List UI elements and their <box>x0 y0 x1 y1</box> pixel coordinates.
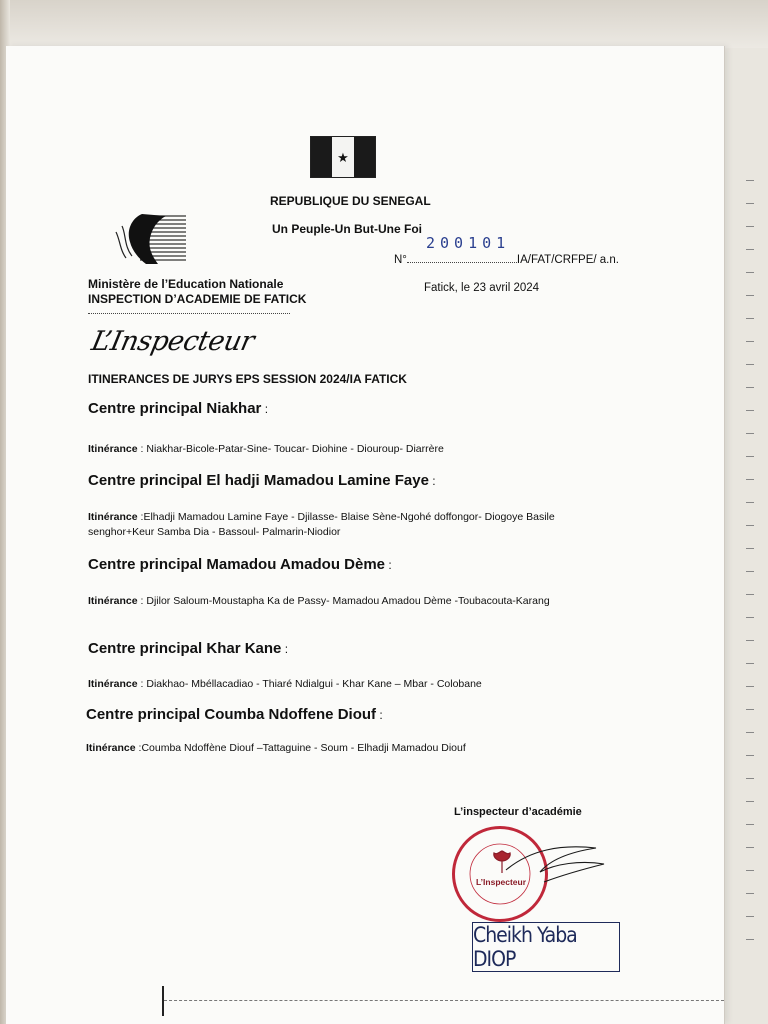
itinerary-label: Itinérance <box>88 443 138 455</box>
senegal-flag-icon: ★ <box>310 136 376 178</box>
centre-heading: Centre principal El hadji Mamadou Lamine Faye : <box>88 472 436 489</box>
header-divider <box>88 312 290 314</box>
reference-prefix: N° <box>394 254 407 266</box>
document-title: ITINERANCES DE JURYS EPS SESSION 2024/IA FATICK <box>88 372 407 386</box>
centre-heading: Centre principal Niakhar : <box>88 400 269 417</box>
scan-background-top <box>0 0 768 48</box>
centre-name: Centre principal Mamadou Amadou Dème <box>88 556 385 573</box>
republic-heading: REPUBLIQUE DU SENEGAL <box>270 194 431 208</box>
centre-heading: Centre principal Mamadou Amadou Dème : <box>88 556 392 573</box>
itinerary-route: : Niakhar-Bicole-Patar-Sine- Toucar- Diohine - Diouroup- Diarrère <box>140 443 444 455</box>
centre-name: Centre principal Khar Kane <box>88 640 282 657</box>
centre-name: Centre principal Niakhar <box>88 400 262 417</box>
national-motto: Un Peuple-Un But-Une Foi <box>272 222 422 236</box>
itinerary-text <box>86 741 646 756</box>
centre-name: Centre principal Coumba Ndoffene Diouf <box>86 706 377 723</box>
itinerary-label: Itinérance <box>86 742 136 754</box>
centre-name: Centre principal El hadji Mamadou Lamine Faye <box>88 472 429 489</box>
itinerary-text <box>88 594 618 609</box>
itinerary-text <box>88 510 618 540</box>
itinerary-label: Itinérance <box>88 678 138 690</box>
ministry-name: Ministère de l’Education Nationale <box>88 277 284 291</box>
inspection-name: INSPECTION D’ACADEMIE DE FATICK <box>88 292 307 306</box>
reference-number: 200101 <box>426 234 511 252</box>
stamp-label: L’Inspecteur <box>475 877 527 887</box>
itinerary-label: Itinérance <box>88 595 138 607</box>
centre-heading: Centre principal Khar Kane : <box>88 640 289 657</box>
signatory-role: L’inspecteur d’académie <box>454 806 582 818</box>
itinerary-text <box>88 442 648 457</box>
page-edge-marks <box>746 180 760 1000</box>
ministry-logo-icon <box>112 212 188 266</box>
reference-suffix: IA/FAT/CRFPE/ a.n. <box>516 254 619 266</box>
place-date: Fatick, le 23 avril 2024 <box>424 282 540 294</box>
page-edge-mark <box>162 986 164 1016</box>
itinerary-route: :Elhadji Mamadou Lamine Faye - Djilasse- Blaise Sène-Ngohé doffongor- Diogoye Basile senghor+Keur Samba Dia - Bassoul- Palmarin-Niodior <box>88 511 555 538</box>
itinerary-label: Itinérance <box>88 511 138 523</box>
itinerary-route: :Coumba Ndoffène Diouf –Tattaguine - Soum - Elhadji Mamadou Diouf <box>138 742 466 754</box>
itinerary-text <box>88 677 648 692</box>
itinerary-route: : Djilor Saloum-Moustapha Ka de Passy- Mamadou Amadou Dème -Toubacouta-Karang <box>140 595 550 607</box>
page-bottom-rule <box>164 1000 724 1001</box>
sender-title: L’Inspecteur <box>88 326 257 357</box>
handwritten-signature <box>500 830 610 890</box>
reference-line <box>394 254 619 266</box>
centre-heading: Centre principal Coumba Ndoffene Diouf : <box>86 706 383 723</box>
itinerary-route: : Diakhao- Mbéllacadiao - Thiaré Ndialgui - Khar Kane – Mbar - Colobane <box>140 678 482 690</box>
signatory-name: Cheikh Yaba DIOP <box>472 922 620 972</box>
